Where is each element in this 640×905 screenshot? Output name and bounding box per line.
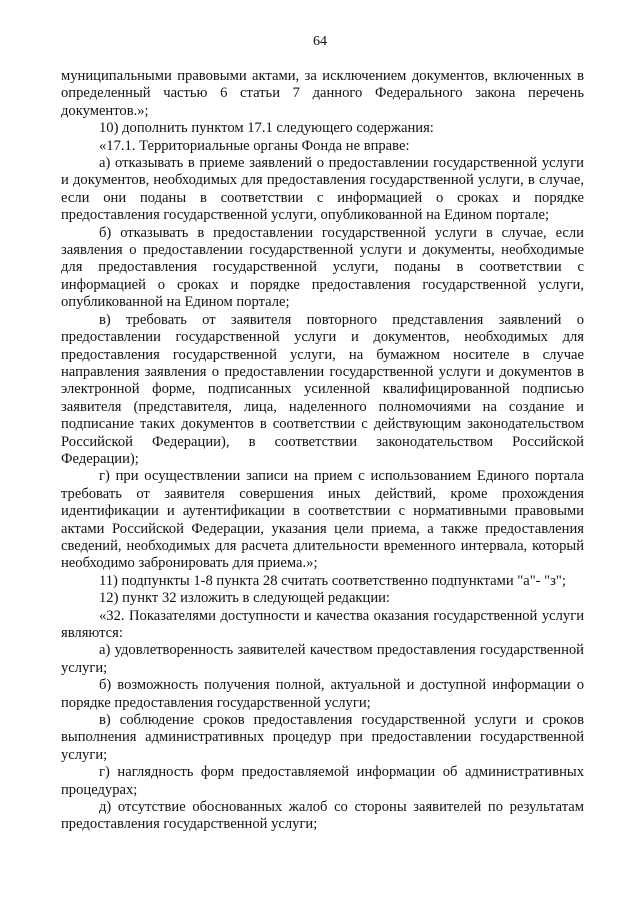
- paragraph: а) удовлетворенность заявителей качеством предоставления государственной услуги;: [61, 642, 584, 676]
- paragraph: «17.1. Территориальные органы Фонда не вправе:: [99, 137, 410, 154]
- paragraph: в) соблюдение сроков предоставления государственной услуги и сроков выполнения административных процедур при предоставлении государственной услуги;: [61, 712, 584, 763]
- paragraph: в) требовать от заявителя повторного представления заявлений о предоставлении государственной услуги и документов, необходимых для предоставления государственной услуги, на бумажном носителе в случае направления заявления о предоставлении государственной услуги и документов в электронной форме, подписанных усиленной квалифицированной подписью заявителя (представителя, лица, наделенного полномочиями на создание и подписание таких документов в соответствии с действующим законодательством Российской Федерации), в соответствии законодательством Российской Федерации);: [61, 311, 584, 467]
- page-number: 64: [313, 34, 327, 49]
- paragraph: муниципальными правовыми актами, за исключением документов, включенных в определенный частью 6 статьи 7 данного Федерального закона перечень документов.»;: [61, 68, 584, 119]
- paragraph: 11) подпункты 1-8 пункта 28 считать соответственно подпунктами "а"- "з";: [99, 572, 566, 589]
- paragraph: г) при осуществлении записи на прием с использованием Единого портала требовать от заявителя совершения иных действий, кроме прохождения идентификации и аутентификации в соответствии с нормативными правовыми актами Российской Федерации, указания цели приема, а также предоставления сведений, необходимых для расчета длительности временного интервала, который необходимо забронировать для приема.»;: [61, 468, 584, 572]
- paragraph: 12) пункт 32 изложить в следующей редакции:: [99, 590, 390, 607]
- paragraph: а) отказывать в приеме заявлений о предоставлении государственной услуги и документов, необходимых для предоставления государственной услуги, в случае, если они поданы в соответствии с информацией о сроках и порядке предоставления государственной услуги, опубликованной на Едином портале;: [61, 155, 584, 224]
- paragraph: б) отказывать в предоставлении государственной услуги в случае, если заявления о предоставлении государственной услуги и документы, необходимые для предоставления государственной услуги, поданы в соответствии с информацией о сроках и порядке предоставления государственной услуги, опубликованной на Едином портале;: [61, 224, 584, 311]
- document-body: [61, 68, 584, 834]
- paragraph: б) возможность получения полной, актуальной и доступной информации о порядке предоставления государственной услуги;: [61, 677, 584, 711]
- paragraph: д) отсутствие обоснованных жалоб со стороны заявителей по результатам предоставления государственной услуги;: [61, 799, 584, 833]
- paragraph: г) наглядность форм предоставляемой информации об административных процедурах;: [61, 764, 584, 798]
- paragraph: «32. Показателями доступности и качества оказания государственной услуги являются:: [61, 607, 584, 641]
- paragraph: 10) дополнить пунктом 17.1 следующего содержания:: [99, 120, 434, 137]
